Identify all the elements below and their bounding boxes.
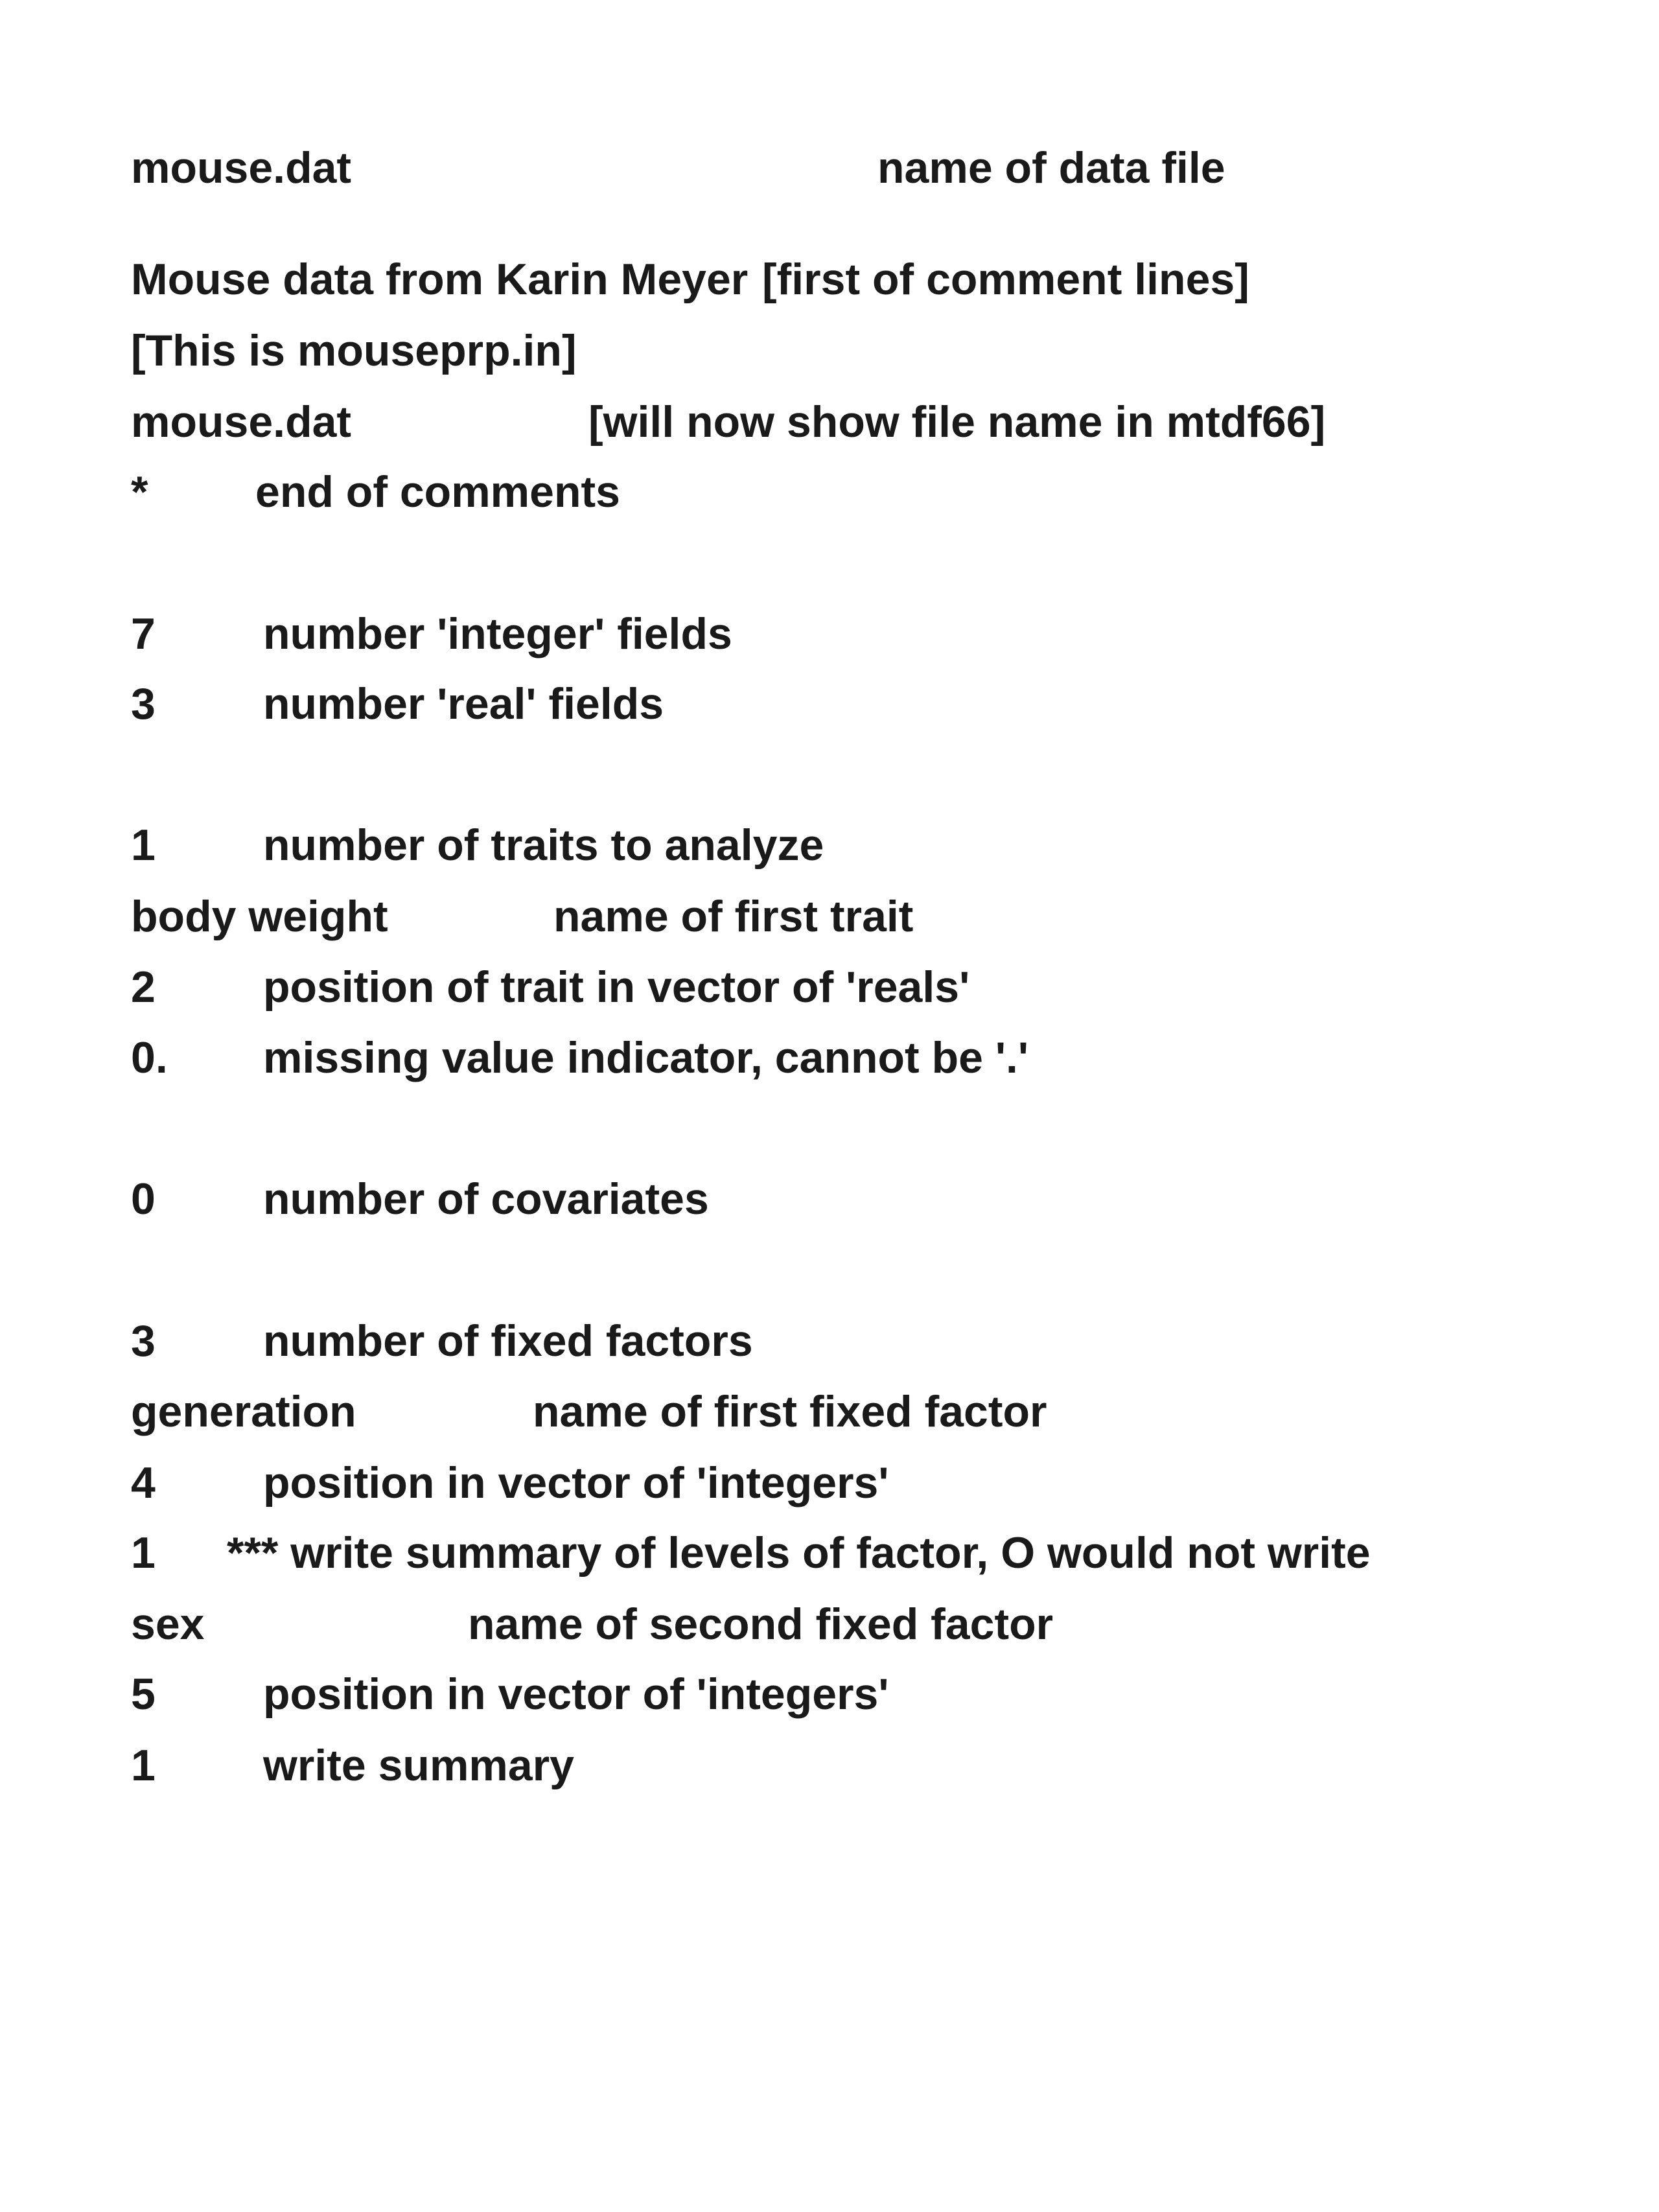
integer-fields-label: number 'integer' fields xyxy=(263,609,732,658)
second-factor-value: sex xyxy=(131,1600,205,1649)
first-factor-position-label: position in vector of 'integers' xyxy=(263,1458,889,1508)
comment-line-3: mouse.dat xyxy=(131,397,352,447)
trait-name-value: body weight xyxy=(131,892,388,941)
real-fields-label: number 'real' fields xyxy=(263,679,664,728)
second-factor-position-label: position in vector of 'integers' xyxy=(263,1670,889,1719)
trait-position-label: position of trait in vector of 'reals' xyxy=(263,962,970,1012)
second-factor-summary-label: write summary xyxy=(263,1741,574,1790)
first-factor-position-value: 4 xyxy=(131,1458,156,1508)
covariates-value: 0 xyxy=(131,1174,156,1224)
integer-fields-value: 7 xyxy=(131,609,156,658)
comment-line-3-note: [will now show file name in mtdf66] xyxy=(588,397,1326,447)
first-factor-summary-value: 1 xyxy=(131,1528,156,1578)
trait-position-value: 2 xyxy=(131,962,156,1012)
first-factor-summary-label: *** write summary of levels of factor, O would not write xyxy=(227,1528,1371,1578)
fixed-factors-value: 3 xyxy=(131,1316,156,1366)
comment-line-1-note: [first of comment lines] xyxy=(762,255,1249,304)
traits-count-label: number of traits to analyze xyxy=(263,821,824,870)
comment-line-2: [This is mouseprp.in] xyxy=(131,326,577,375)
second-factor-summary-value: 1 xyxy=(131,1741,156,1790)
second-factor-label: name of second fixed factor xyxy=(468,1600,1054,1649)
data-file-comment: name of data file xyxy=(877,143,1225,192)
first-factor-label: name of first fixed factor xyxy=(533,1387,1047,1436)
covariates-label: number of covariates xyxy=(263,1174,709,1224)
first-factor-value: generation xyxy=(131,1387,356,1436)
end-comments-label: end of comments xyxy=(255,467,620,517)
second-factor-position-value: 5 xyxy=(131,1670,156,1719)
missing-value-label: missing value indicator, cannot be '.' xyxy=(263,1033,1029,1082)
fixed-factors-label: number of fixed factors xyxy=(263,1316,753,1366)
data-file-value: mouse.dat xyxy=(131,143,352,192)
real-fields-value: 3 xyxy=(131,679,156,728)
traits-count-value: 1 xyxy=(131,821,156,870)
comment-line-1: Mouse data from Karin Meyer xyxy=(131,255,748,304)
trait-name-label: name of first trait xyxy=(553,892,914,941)
missing-value-value: 0. xyxy=(131,1033,168,1082)
end-comments-marker: * xyxy=(131,467,148,517)
